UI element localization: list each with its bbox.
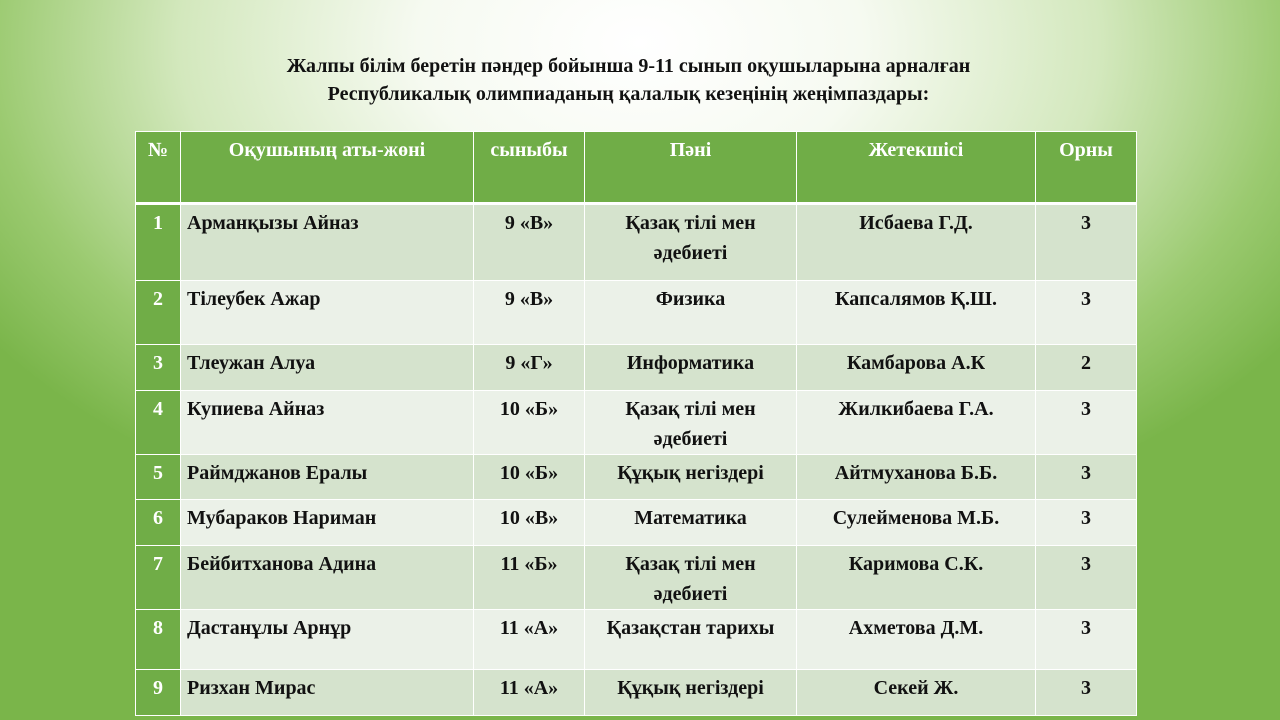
cell-subject: Информатика [585, 345, 797, 391]
cell-num: 9 [136, 670, 181, 716]
cell-name: Дастанұлы Арнұр [181, 610, 474, 670]
cell-name: Бейбитханова Адина [181, 546, 474, 610]
cell-supervisor: Капсалямов Қ.Ш. [797, 281, 1036, 345]
table-row [136, 670, 1137, 716]
cell-subject: Қазақ тілі мен әдебиеті [585, 204, 797, 281]
header-grade: сыныбы [474, 132, 585, 204]
cell-num: 8 [136, 610, 181, 670]
cell-supervisor: Каримова С.К. [797, 546, 1036, 610]
cell-name: Купиева Айназ [181, 391, 474, 455]
cell-num: 4 [136, 391, 181, 455]
page-title [0, 52, 1257, 108]
cell-num: 3 [136, 345, 181, 391]
cell-supervisor: Исбаева Г.Д. [797, 204, 1036, 281]
cell-name: Арманқызы Айназ [181, 204, 474, 281]
table-row [136, 391, 1137, 455]
cell-subject: Қазақстан тарихы [585, 610, 797, 670]
cell-subject: Физика [585, 281, 797, 345]
table-row [136, 281, 1137, 345]
table-row [136, 455, 1137, 500]
cell-place: 3 [1036, 610, 1137, 670]
title-line-1: Жалпы білім беретін пәндер бойынша 9-11 сынып оқушыларына арналған [286, 55, 971, 77]
cell-grade: 9 «В» [474, 204, 585, 281]
cell-place: 3 [1036, 546, 1137, 610]
table-row [136, 204, 1137, 281]
table-row [136, 610, 1137, 670]
header-place: Орны [1036, 132, 1137, 204]
table-row [136, 345, 1137, 391]
title-line-2: Республикалық олимпиаданың қалалық кезеңінің жеңімпаздары: [327, 83, 930, 105]
header-subject: Пәні [585, 132, 797, 204]
cell-place: 2 [1036, 345, 1137, 391]
cell-place: 3 [1036, 204, 1137, 281]
cell-subject: Математика [585, 500, 797, 546]
cell-subject: Қазақ тілі мен әдебиеті [585, 391, 797, 455]
cell-place: 3 [1036, 670, 1137, 716]
table-row [136, 500, 1137, 546]
cell-grade: 10 «Б» [474, 391, 585, 455]
cell-subject: Қазақ тілі мен әдебиеті [585, 546, 797, 610]
cell-num: 7 [136, 546, 181, 610]
cell-supervisor: Сулейменова М.Б. [797, 500, 1036, 546]
cell-num: 2 [136, 281, 181, 345]
header-name: Оқушының аты-жөні [181, 132, 474, 204]
cell-supervisor: Камбарова А.К [797, 345, 1036, 391]
cell-supervisor: Жилкибаева Г.А. [797, 391, 1036, 455]
cell-name: Раймджанов Ералы [181, 455, 474, 500]
cell-num: 5 [136, 455, 181, 500]
cell-num: 1 [136, 204, 181, 281]
cell-grade: 9 «В» [474, 281, 585, 345]
cell-num: 6 [136, 500, 181, 546]
cell-place: 3 [1036, 391, 1137, 455]
cell-grade: 11 «Б» [474, 546, 585, 610]
cell-name: Тлеужан Алуа [181, 345, 474, 391]
table-row [136, 546, 1137, 610]
cell-grade: 11 «А» [474, 610, 585, 670]
winners-table [135, 131, 1137, 716]
cell-place: 3 [1036, 500, 1137, 546]
cell-name: Ризхан Мирас [181, 670, 474, 716]
cell-supervisor: Секей Ж. [797, 670, 1036, 716]
cell-grade: 11 «А» [474, 670, 585, 716]
cell-supervisor: Ахметова Д.М. [797, 610, 1036, 670]
cell-subject: Құқық негіздері [585, 670, 797, 716]
header-supervisor: Жетекшісі [797, 132, 1036, 204]
cell-name: Мубараков Нариман [181, 500, 474, 546]
cell-place: 3 [1036, 455, 1137, 500]
cell-place: 3 [1036, 281, 1137, 345]
header-num: № [136, 132, 181, 204]
cell-subject: Құқық негіздері [585, 455, 797, 500]
cell-supervisor: Айтмуханова Б.Б. [797, 455, 1036, 500]
cell-grade: 10 «В» [474, 500, 585, 546]
cell-grade: 10 «Б» [474, 455, 585, 500]
cell-grade: 9 «Г» [474, 345, 585, 391]
table-header-row [136, 132, 1137, 204]
cell-name: Тілеубек Ажар [181, 281, 474, 345]
